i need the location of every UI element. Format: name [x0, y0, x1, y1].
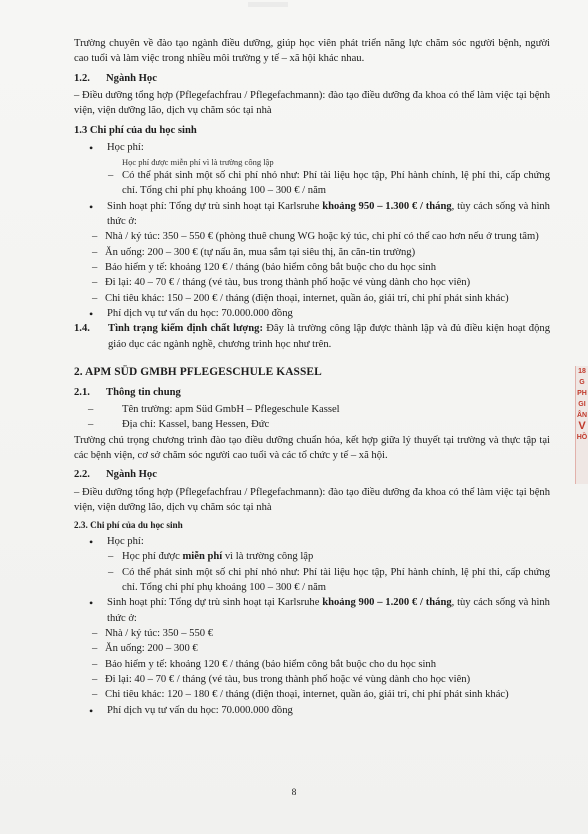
status-text: Đây là trường công lập được thành lập và đủ điều kiện hoạt động giáo dục các ngành nghề, chương trình học như trên.: [108, 323, 550, 350]
section-2-2-heading: 2.2. Ngành Học: [74, 469, 157, 481]
food-cost: – Ăn uống: 200 – 300 €: [92, 643, 198, 655]
housing-cost: – Nhà / ký túc: 350 – 550 € (phòng thuê chung WG hoặc ký túc, chi phí có thể cao hơn nếu ở trung tâm): [92, 231, 539, 243]
section-title: Ngành Học: [106, 72, 157, 84]
status-title: Tình trạng kiểm định chất lượng:: [108, 323, 264, 335]
tuition-note: Học phí được miễn phí vì là trường công lập: [122, 156, 274, 167]
tuition-item: • Học phí:: [74, 534, 550, 549]
section-2-3-heading: 2.3. Chi phí của du học sinh: [74, 519, 183, 530]
school-name: – Tên trường: apm Süd GmbH – Pflegeschule Kassel: [88, 404, 340, 416]
other-cost: – Chi tiêu khác: 120 – 180 € / tháng (điện thoại, internet, quần áo, giải trí, chi phí phát sinh khác): [92, 689, 509, 701]
school-address: – Địa chỉ: Kassel, bang Hessen, Đức: [88, 419, 270, 431]
section-1-2-heading: [74, 71, 550, 86]
service-fee-item: • Phí dịch vụ tư vấn du học: 70.000.000 đồng: [74, 703, 550, 718]
section-2-3-list: [74, 534, 550, 718]
other-cost: – Chi tiêu khác: 150 – 200 € / tháng (điện thoại, internet, quần áo, giải trí, chi phí phát sinh khác): [92, 292, 509, 304]
intro-paragraph: Trường chuyên về đào tạo ngành điều dưỡng, giúp học viên phát triển năng lực chăm sóc người bệnh, người cao tuổi và làm việc trong nhiều môi trường y tế – xã hội khác nhau.: [74, 38, 550, 65]
section-1-4: [74, 321, 550, 352]
insurance-cost: – Bảo hiểm y tế: khoảng 120 € / tháng (bảo hiểm công bắt buộc cho du học sinh: [92, 658, 436, 670]
section-1-3-list: [74, 140, 550, 321]
section-2-2-text: – Điều dưỡng tổng hợp (Pflegefachfrau / Pflegefachmann): đào tạo điều dưỡng đa khoa có thể làm việc tại bệnh viện, viện dưỡng lão, dịch vụ chăm sóc tại nhà: [74, 486, 550, 514]
tuition-extra-costs: – Có thể phát sinh một số chi phí nhỏ như: Phí tài liệu học tập, Phí hành chính, lệ phí thi, cấp chứng chỉ. Tổng chi phí phụ khoảng 100 – 300 € / năm: [108, 566, 550, 593]
housing-cost: – Nhà / ký túc: 350 – 550 €: [92, 628, 213, 640]
section-1-3-heading: 1.3 Chi phí của du học sinh: [74, 124, 197, 136]
document-body: [74, 36, 550, 718]
transport-cost: – Đi lại: 40 – 70 € / tháng (vé tàu, bus trong thành phố hoặc vé vùng dành cho học viên): [92, 277, 471, 289]
insurance-cost: – Bảo hiểm y tế: khoảng 120 € / tháng (bảo hiểm công bắt buộc cho du học sinh: [92, 261, 436, 273]
section-2-1-heading: 2.1. Thông tin chung: [74, 386, 181, 398]
service-fee-item: • Phí dịch vụ tư vấn du học: 70.000.000 đồng: [74, 306, 550, 321]
side-stamp-strip: 18 G PH GI ÂN V HỒ: [575, 366, 588, 484]
section-number: 1.2.: [74, 72, 90, 84]
tuition-free: – Học phí được miễn phí vì là trường công lập: [108, 551, 314, 563]
page-number: 8: [291, 788, 297, 798]
living-cost-item: • Sinh hoạt phí: Tổng dự trù sinh hoạt tại Karlsruhe khoảng 900 – 1.200 € / tháng, tùy cách sống và hình thức ở:: [74, 595, 550, 626]
tuition-extra-costs: – Có thể phát sinh một số chi phí nhỏ như: Phí tài liệu học tập, Phí hành chính, lệ phí thi, cấp chứng chỉ. Tổng chi phí phụ khoảng 100 – 300 € / năm: [108, 169, 550, 197]
section-1-2-text: – Điều dưỡng tổng hợp (Pflegefachfrau / Pflegefachmann): đào tạo điều dưỡng đa khoa có thể làm việc tại bệnh viện, viện dưỡng lão, dịch vụ chăm sóc tại nhà: [74, 90, 550, 117]
tuition-item: • Học phí:: [74, 140, 550, 155]
school-description: Trường chú trọng chương trình đào tạo điều dưỡng chuẩn hóa, kết hợp giữa lý thuyết tại trường và thực tập tại các bệnh viện, cơ sở chăm sóc người cao tuổi và các tổ chức y tế – xã hội.: [74, 434, 550, 462]
food-cost: – Ăn uống: 200 – 300 € (tự nấu ăn, mua sắm tại siêu thị, ăn căn-tin trường): [92, 246, 416, 258]
section-number: 1.4.: [74, 323, 90, 335]
section-2-heading: 2. APM SÜD GMBH PFLEGESCHULE KASSEL: [74, 366, 322, 379]
living-cost-item: • Sinh hoạt phí: Tổng dự trù sinh hoạt tại Karlsruhe khoảng 950 – 1.300 € / tháng, tùy cách sống và hình thức ở:: [74, 199, 550, 230]
scan-mark: [248, 2, 288, 7]
transport-cost: – Đi lại: 40 – 70 € / tháng (vé tàu, bus trong thành phố hoặc vé vùng dành cho học viên): [92, 674, 471, 686]
